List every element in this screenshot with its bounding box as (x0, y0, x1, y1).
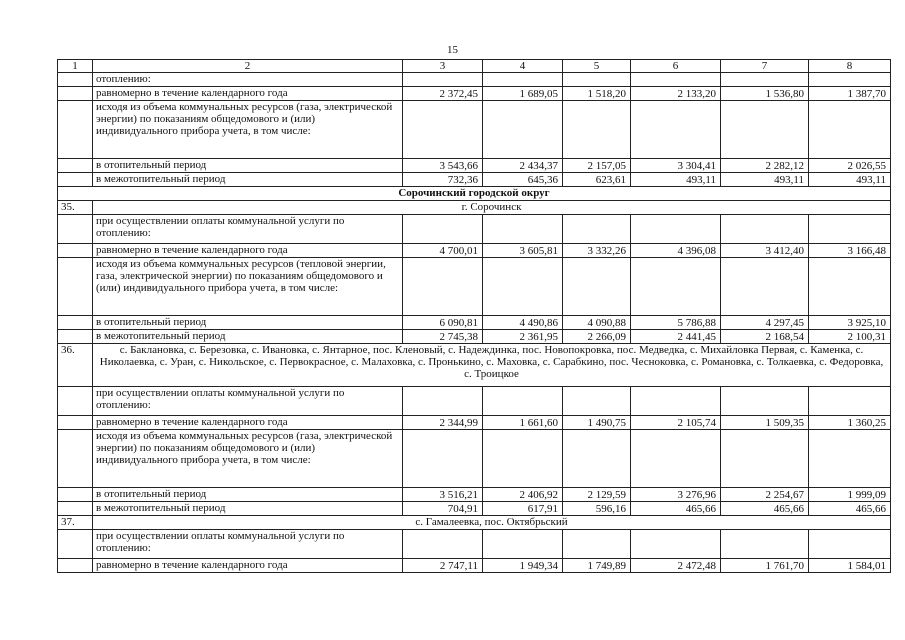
value-cell-col-8: 1 999,09 (809, 488, 891, 502)
row-description: равномерно в течение календарного года (93, 416, 403, 430)
row-description: при осуществлении оплаты коммунальной услуги по отоплению: (93, 215, 403, 244)
table-row (58, 73, 891, 87)
row-number (58, 416, 93, 430)
table-row (58, 488, 891, 502)
row-description: в отопительный период (93, 159, 403, 173)
value-cell-col-3: 704,91 (403, 502, 483, 516)
value-cell-col-7: 3 412,40 (721, 244, 809, 258)
table-row (58, 416, 891, 430)
row-number (58, 73, 93, 87)
value-cell-col-5 (563, 258, 631, 316)
table-row (58, 244, 891, 258)
value-cell-col-8: 3 166,48 (809, 244, 891, 258)
column-number-1: 1 (58, 60, 93, 73)
row-number (58, 87, 93, 101)
value-cell-col-4: 2 406,92 (483, 488, 563, 502)
section-title: Сорочинский городской округ (58, 187, 891, 201)
row-number: 37. (58, 516, 93, 530)
value-cell-col-8 (809, 430, 891, 488)
table-row (58, 101, 891, 159)
locality-row (58, 201, 891, 215)
table-row (58, 502, 891, 516)
value-cell-col-7 (721, 530, 809, 559)
value-cell-col-5 (563, 430, 631, 488)
value-cell-col-4: 4 490,86 (483, 316, 563, 330)
value-cell-col-5: 1 490,75 (563, 416, 631, 430)
value-cell-col-3: 3 543,66 (403, 159, 483, 173)
value-cell-col-6 (631, 73, 721, 87)
value-cell-col-6 (631, 258, 721, 316)
row-description: исходя из объема коммунальных ресурсов (газа, электрической энергии) по показаниям общедомового и (или) индивидуального прибора учета, в том числе: (93, 430, 403, 488)
value-cell-col-4: 645,36 (483, 173, 563, 187)
value-cell-col-8: 3 925,10 (809, 316, 891, 330)
row-description: в отопительный период (93, 488, 403, 502)
value-cell-col-7: 4 297,45 (721, 316, 809, 330)
value-cell-col-4 (483, 430, 563, 488)
value-cell-col-3 (403, 215, 483, 244)
page-number: 15 (447, 44, 458, 56)
value-cell-col-7: 2 282,12 (721, 159, 809, 173)
value-cell-col-3: 732,36 (403, 173, 483, 187)
value-cell-col-4: 1 661,60 (483, 416, 563, 430)
row-number (58, 330, 93, 344)
table-row (58, 258, 891, 316)
value-cell-col-8: 1 360,25 (809, 416, 891, 430)
column-number-7: 7 (721, 60, 809, 73)
row-description: исходя из объема коммунальных ресурсов (тепловой энергии, газа, электрической энергии) по показаниям общедомового и (или) индивидуального прибора учета, в том числе: (93, 258, 403, 316)
row-number (58, 215, 93, 244)
row-number (58, 101, 93, 159)
value-cell-col-6 (631, 101, 721, 159)
value-cell-col-5 (563, 215, 631, 244)
value-cell-col-3: 2 745,38 (403, 330, 483, 344)
value-cell-col-4: 1 689,05 (483, 87, 563, 101)
value-cell-col-6: 3 304,41 (631, 159, 721, 173)
value-cell-col-3: 2 747,11 (403, 559, 483, 573)
value-cell-col-3: 4 700,01 (403, 244, 483, 258)
row-number (58, 502, 93, 516)
value-cell-col-6: 4 396,08 (631, 244, 721, 258)
column-number-4: 4 (483, 60, 563, 73)
row-number (58, 430, 93, 488)
value-cell-col-5: 596,16 (563, 502, 631, 516)
locality-name: с. Гамалеевка, пос. Октябрьский (93, 516, 891, 530)
row-number (58, 258, 93, 316)
value-cell-col-6: 2 133,20 (631, 87, 721, 101)
row-description: равномерно в течение календарного года (93, 244, 403, 258)
value-cell-col-8 (809, 101, 891, 159)
value-cell-col-3 (403, 101, 483, 159)
row-description: равномерно в течение календарного года (93, 87, 403, 101)
locality-name: г. Сорочинск (93, 201, 891, 215)
table-row (58, 173, 891, 187)
value-cell-col-8: 2 100,31 (809, 330, 891, 344)
table-row (58, 387, 891, 416)
value-cell-col-5: 623,61 (563, 173, 631, 187)
row-description: при осуществлении оплаты коммунальной услуги по отоплению: (93, 387, 403, 416)
row-number (58, 530, 93, 559)
value-cell-col-6: 465,66 (631, 502, 721, 516)
value-cell-col-5 (563, 73, 631, 87)
tariff-table (57, 59, 891, 573)
column-number-3: 3 (403, 60, 483, 73)
table-row (58, 530, 891, 559)
value-cell-col-5: 1 518,20 (563, 87, 631, 101)
row-description: в отопительный период (93, 316, 403, 330)
row-description: исходя из объема коммунальных ресурсов (газа, электрической энергии) по показаниям общедомового и (или) индивидуального прибора учета, в том числе: (93, 101, 403, 159)
row-description: в межотопительный период (93, 502, 403, 516)
value-cell-col-4 (483, 215, 563, 244)
value-cell-col-3: 6 090,81 (403, 316, 483, 330)
value-cell-col-4: 3 605,81 (483, 244, 563, 258)
table-row (58, 159, 891, 173)
value-cell-col-6: 5 786,88 (631, 316, 721, 330)
value-cell-col-5: 2 129,59 (563, 488, 631, 502)
value-cell-col-6 (631, 430, 721, 488)
value-cell-col-5: 1 749,89 (563, 559, 631, 573)
column-number-2: 2 (93, 60, 403, 73)
value-cell-col-5: 3 332,26 (563, 244, 631, 258)
value-cell-col-6 (631, 530, 721, 559)
value-cell-col-4 (483, 101, 563, 159)
row-number (58, 244, 93, 258)
locality-row (58, 344, 891, 387)
value-cell-col-8 (809, 530, 891, 559)
value-cell-col-8: 493,11 (809, 173, 891, 187)
value-cell-col-6: 2 472,48 (631, 559, 721, 573)
table-row (58, 215, 891, 244)
value-cell-col-6 (631, 387, 721, 416)
value-cell-col-8: 465,66 (809, 502, 891, 516)
value-cell-col-6 (631, 215, 721, 244)
value-cell-col-6: 493,11 (631, 173, 721, 187)
value-cell-col-7 (721, 101, 809, 159)
table-row (58, 559, 891, 573)
value-cell-col-4 (483, 258, 563, 316)
row-description: равномерно в течение календарного года (93, 559, 403, 573)
value-cell-col-5 (563, 530, 631, 559)
value-cell-col-8 (809, 387, 891, 416)
value-cell-col-5 (563, 387, 631, 416)
value-cell-col-7: 1 761,70 (721, 559, 809, 573)
column-number-6: 6 (631, 60, 721, 73)
value-cell-col-3 (403, 73, 483, 87)
table-row (58, 330, 891, 344)
row-number (58, 173, 93, 187)
value-cell-col-4: 2 361,95 (483, 330, 563, 344)
value-cell-col-4 (483, 530, 563, 559)
row-number (58, 387, 93, 416)
locality-row (58, 516, 891, 530)
value-cell-col-7 (721, 387, 809, 416)
locality-name: с. Баклановка, с. Березовка, с. Ивановка, с. Янтарное, пос. Кленовый, с. Надеждинка, пос. Новопокровка, пос. Медведка, с. Михайловка Первая, с. Каменка, с. Николаевка, с. Уран, с. Никольское, с. Первокрасное, с. Малаховка, с. Пронькино, с. Маховка, с. Сарабкино, пос. Чесноковка, с. Романовка, с. Толкаевка, с. Федоровка, с. Троицкое (93, 344, 891, 387)
value-cell-col-3: 2 344,99 (403, 416, 483, 430)
value-cell-col-8 (809, 73, 891, 87)
value-cell-col-6: 2 441,45 (631, 330, 721, 344)
value-cell-col-8: 1 387,70 (809, 87, 891, 101)
row-number (58, 316, 93, 330)
value-cell-col-4 (483, 73, 563, 87)
value-cell-col-6: 3 276,96 (631, 488, 721, 502)
value-cell-col-3: 2 372,45 (403, 87, 483, 101)
value-cell-col-7: 2 168,54 (721, 330, 809, 344)
value-cell-col-3 (403, 387, 483, 416)
value-cell-col-7: 1 536,80 (721, 87, 809, 101)
row-number: 35. (58, 201, 93, 215)
column-number-5: 5 (563, 60, 631, 73)
table-row (58, 430, 891, 488)
column-number-8: 8 (809, 60, 891, 73)
value-cell-col-4 (483, 387, 563, 416)
value-cell-col-6: 2 105,74 (631, 416, 721, 430)
value-cell-col-5: 2 266,09 (563, 330, 631, 344)
value-cell-col-4: 2 434,37 (483, 159, 563, 173)
row-number (58, 559, 93, 573)
value-cell-col-7 (721, 215, 809, 244)
value-cell-col-7 (721, 73, 809, 87)
value-cell-col-8: 1 584,01 (809, 559, 891, 573)
value-cell-col-5: 4 090,88 (563, 316, 631, 330)
value-cell-col-3 (403, 258, 483, 316)
value-cell-col-5: 2 157,05 (563, 159, 631, 173)
value-cell-col-5 (563, 101, 631, 159)
row-description: отоплению: (93, 73, 403, 87)
value-cell-col-3: 3 516,21 (403, 488, 483, 502)
row-number (58, 159, 93, 173)
value-cell-col-7: 493,11 (721, 173, 809, 187)
column-number-row (58, 60, 891, 73)
value-cell-col-3 (403, 530, 483, 559)
value-cell-col-7: 1 509,35 (721, 416, 809, 430)
value-cell-col-7: 465,66 (721, 502, 809, 516)
value-cell-col-7: 2 254,67 (721, 488, 809, 502)
row-description: в межотопительный период (93, 330, 403, 344)
section-header-row (58, 187, 891, 201)
row-description: при осуществлении оплаты коммунальной услуги по отоплению: (93, 530, 403, 559)
value-cell-col-4: 1 949,34 (483, 559, 563, 573)
row-description: в межотопительный период (93, 173, 403, 187)
value-cell-col-7 (721, 258, 809, 316)
table-row (58, 316, 891, 330)
value-cell-col-8: 2 026,55 (809, 159, 891, 173)
value-cell-col-4: 617,91 (483, 502, 563, 516)
value-cell-col-3 (403, 430, 483, 488)
value-cell-col-8 (809, 258, 891, 316)
value-cell-col-8 (809, 215, 891, 244)
table-row (58, 87, 891, 101)
value-cell-col-7 (721, 430, 809, 488)
row-number (58, 488, 93, 502)
row-number: 36. (58, 344, 93, 387)
